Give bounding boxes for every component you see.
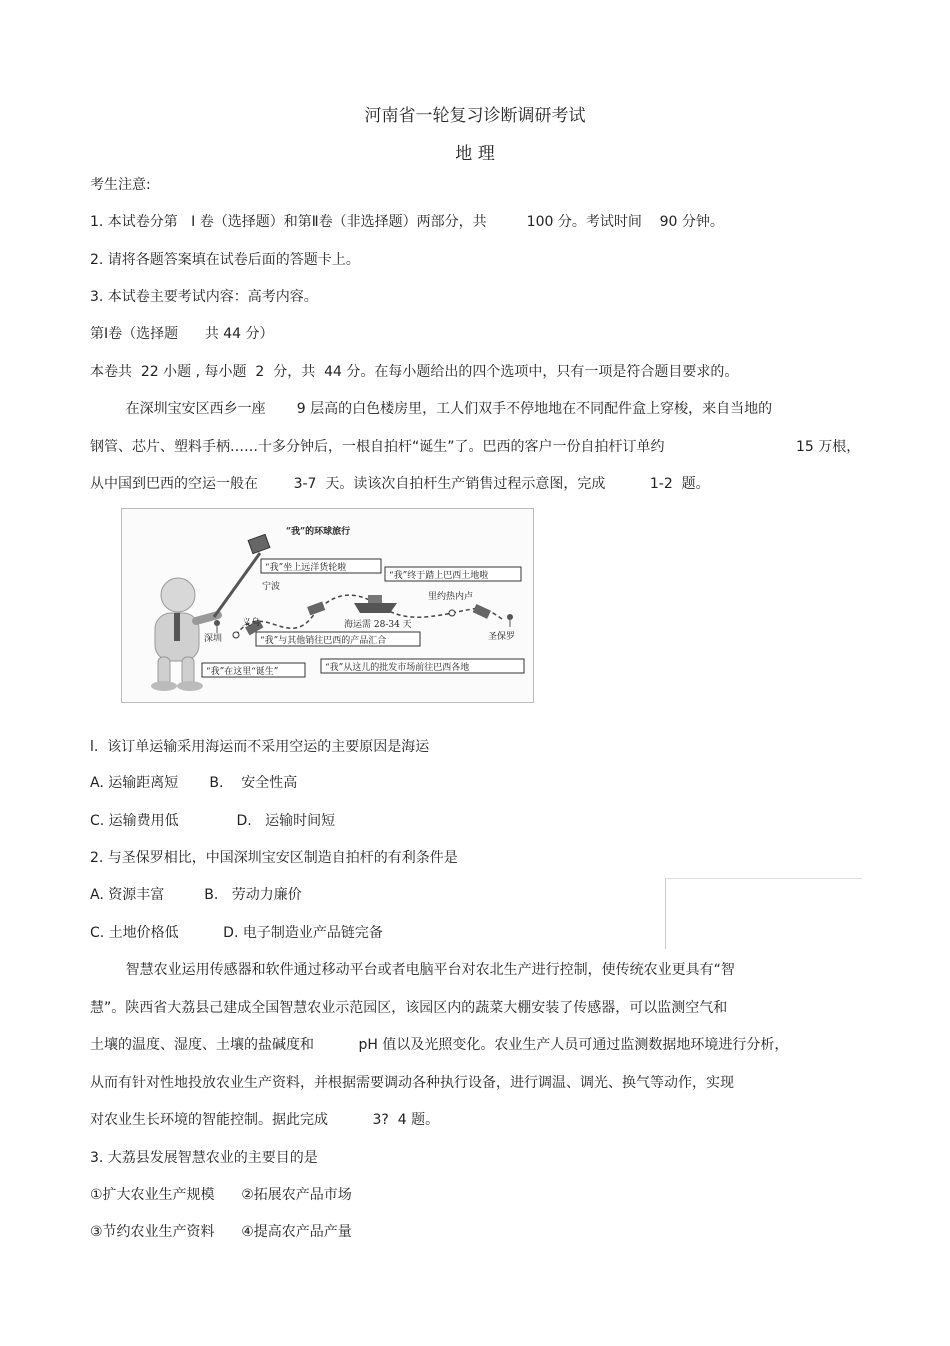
label-gather: “我”与其他销往巴西的产品汇合 <box>260 636 387 646</box>
label-arrive: “我”终于踏上巴西土地啦 <box>389 571 489 581</box>
passage2-line1: 智慧农业运用传感器和软件通过移动平台或者电脑平台对农北生产进行控制，使传统农业更具有“智 <box>90 962 735 978</box>
q1-stem: l. 该订单运输采用海运而不采用空运的主要原因是海运 <box>90 739 430 755</box>
section-heading: 第Ⅰ卷（选择题 共 44 分） <box>90 326 274 342</box>
passage1-line3: 从中国到巴西的空运一般在 3-7 天。读该次自拍杆生产销售过程示意图，完成 1-2 题。 <box>90 476 710 492</box>
passage1-line2: 钢管、芯片、塑料手柄……十多分钟后，一根自拍杆“诞生”了。巴西的客户一份自拍杆订单约 <box>90 439 665 455</box>
city-shenzhen: 深圳 <box>204 634 223 644</box>
label-born: “我”在这里“诞生” <box>206 667 279 677</box>
location-pin-icon <box>214 620 220 633</box>
truck-icon <box>307 602 325 616</box>
passage2-line3: 土壤的温度、湿度、土壤的盐碱度和 pH 值以及光照变化。农业生产人员可通过监测数据地环境进行分析， <box>90 1037 789 1053</box>
notice-item-3: 3. 本试卷主要考试内容：高考内容。 <box>90 289 318 305</box>
cargo-ship-icon <box>354 595 397 613</box>
city-ningbo: 宁波 <box>262 582 281 592</box>
figure-title: “我”的环球旅行 <box>285 527 351 537</box>
q2-options-cd: C. 土地价格低 D. 电子制造业产品链完备 <box>90 925 383 941</box>
notice-item-2: 2. 请将各题答案填在试卷后面的答题卡上。 <box>90 252 360 268</box>
section-intro: 本卷共 22 小题 , 每小题 2 分，共 44 分。在每小题给出的四个选项中，只有一项是符合题目要求的。 <box>90 364 739 380</box>
passage2-line4: 从而有针对性地投放农业生产资料，并根据需要调动各种执行设备，进行调温、调光、换气等动作，实现 <box>90 1075 734 1091</box>
subject-title: 地 理 <box>455 144 495 164</box>
q3-stem: 3. 大荔县发展智慧农业的主要目的是 <box>90 1150 318 1166</box>
location-pin-icon <box>507 614 513 627</box>
label-market: “我”从这儿的批发市场前往巴西各地 <box>325 663 470 673</box>
passage2-line2: 慧”。陕西省大荔县己建成全国智慧农业示范园区，该园区内的蔬菜大棚安装了传感器，可以监测空气和 <box>90 1000 728 1016</box>
label-ship: “我”坐上远洋货轮啦 <box>265 563 347 573</box>
globe-trip-diagram <box>121 508 534 703</box>
q2-stem: 2. 与圣保罗相比，中国深圳宝安区制造自拍杆的有利条件是 <box>90 850 458 866</box>
city-rio: 里约热内卢 <box>428 592 474 602</box>
q2-options-ab: A. 资源丰富 B. 劳动力廉价 <box>90 887 302 903</box>
sea-time: 海运需 28-34 天 <box>344 620 412 630</box>
city-yiwu: 义乌 <box>242 618 261 628</box>
notice-item-1: 1. 本试卷分第 Ⅰ 卷（选择题）和第Ⅱ卷（非选择题）两部分，共 100 分。考试时间 90 分钟。 <box>90 214 724 230</box>
passage1-line2-end: 15 万根， <box>796 439 861 455</box>
q3-options-12: ①扩大农业生产规模 ②拓展农产品市场 <box>90 1187 352 1203</box>
notice-heading: 考生注意: <box>90 177 151 193</box>
q1-options-cd: C. 运输费用低 D. 运输时间短 <box>90 813 336 829</box>
selfie-stick-icon <box>214 534 270 617</box>
truck-icon <box>473 604 491 619</box>
city-saopaulo: 圣保罗 <box>488 632 516 642</box>
exam-title: 河南省一轮复习诊断调研考试 <box>364 106 586 126</box>
scan-artifact <box>665 878 862 949</box>
passage2-line5: 对农业生长环境的智能控制。据此完成 3? 4 题。 <box>90 1112 440 1128</box>
passage1-line1: 在深圳宝安区西乡一座 9 层高的白色楼房里，工人们双手不停地地在不同配件盒上穿梭，来自当地的 <box>90 401 773 417</box>
q1-options-ab: A. 运输距离短 B. 安全性高 <box>90 775 298 791</box>
q3-options-34: ③节约农业生产资料 ④提高农产品产量 <box>90 1224 352 1240</box>
